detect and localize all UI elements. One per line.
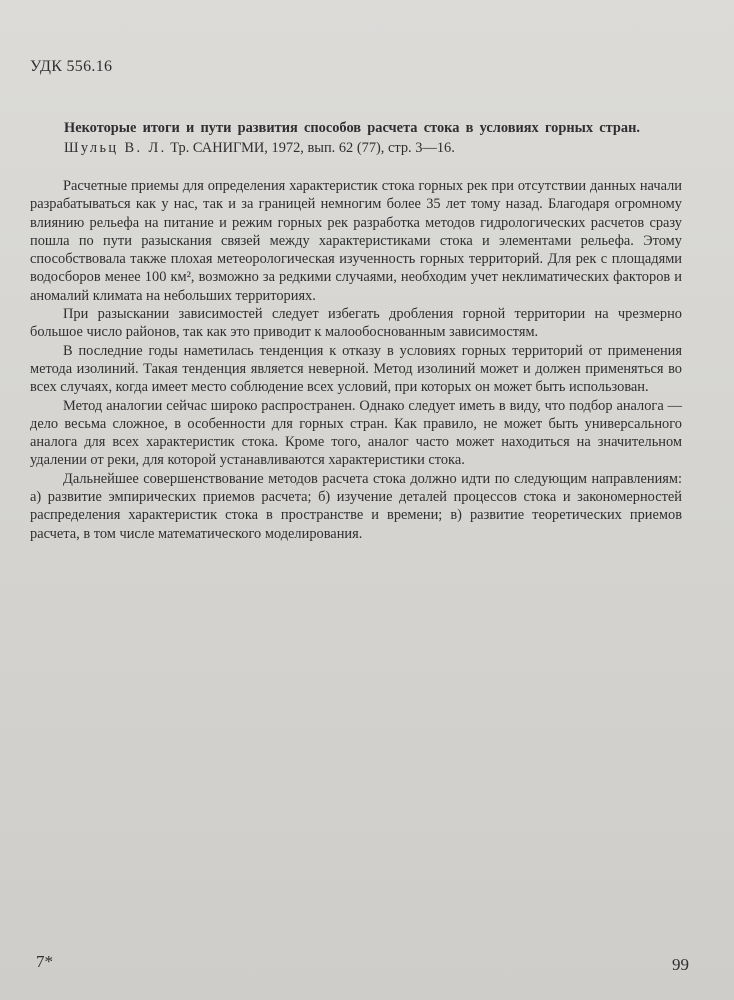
paragraph: Дальнейшее совершенствование методов расчета стока должно идти по следующим направлениям: а) развитие эмпирических приемов расчета; б) изучение деталей процессов стока и закономерностей распределения характеристик стока в пространстве и времени; в) развитие теоретических приемов расчета, в том числе математического моделирования. (30, 470, 682, 542)
paragraph: Метод аналогии сейчас широко распространен. Однако следует иметь в виду, что подбор аналога — дело весьма сложное, в особенности для горных стран. Как правило, не может быть универсального аналога для всех характеристик стока. Кроме того, аналог часто может находиться на значительном удалении от реки, для которой устанавливаются характеристики стока. (30, 397, 682, 469)
article-author: Шульц В. Л. (64, 140, 167, 156)
abstract-heading (64, 118, 640, 158)
paragraph: В последние годы наметилась тенденция к отказу в условиях горных территорий от применения метода изолиний. Такая тенденция является неверной. Метод изолиний может и должен применяться во всех случаях, когда имеет место соблюдение всех условий, при которых он может быть использован. (30, 342, 682, 396)
article-citation: Тр. САНИГМИ, 1972, вып. 62 (77), стр. 3—16. (170, 140, 455, 156)
page-number: 99 (672, 955, 689, 974)
signature-mark: 7* (36, 952, 53, 971)
udk-code: УДК 556.16 (30, 58, 113, 75)
article-title: Некоторые итоги и пути развития способов расчета стока в условиях горных стран. (64, 120, 640, 136)
paragraph: При разыскании зависимостей следует избегать дробления горной территории на чрезмерно большое число районов, так как это приводит к малообоснованным зависимостям. (30, 306, 682, 341)
paragraph: Расчетные приемы для определения характеристик стока горных рек при отсутствии данных начали разрабатываться как у нас, так и за границей немногим более 35 лет тому назад. Благодаря огромному влиянию рельефа на питание и режим горных рек разработка методов гидрологических расчетов сразу пошла по пути разыскания связей между характеристиками стока и элементами рельефа. Этому способствовала также плохая метеорологическая изученность горных территорий. Для рек с площадями водосборов менее 100 км², возможно за редкими случаями, необходим учет неклиматических факторов и аномалий климата на небольших территориях. (30, 178, 682, 304)
abstract-body (30, 177, 682, 543)
